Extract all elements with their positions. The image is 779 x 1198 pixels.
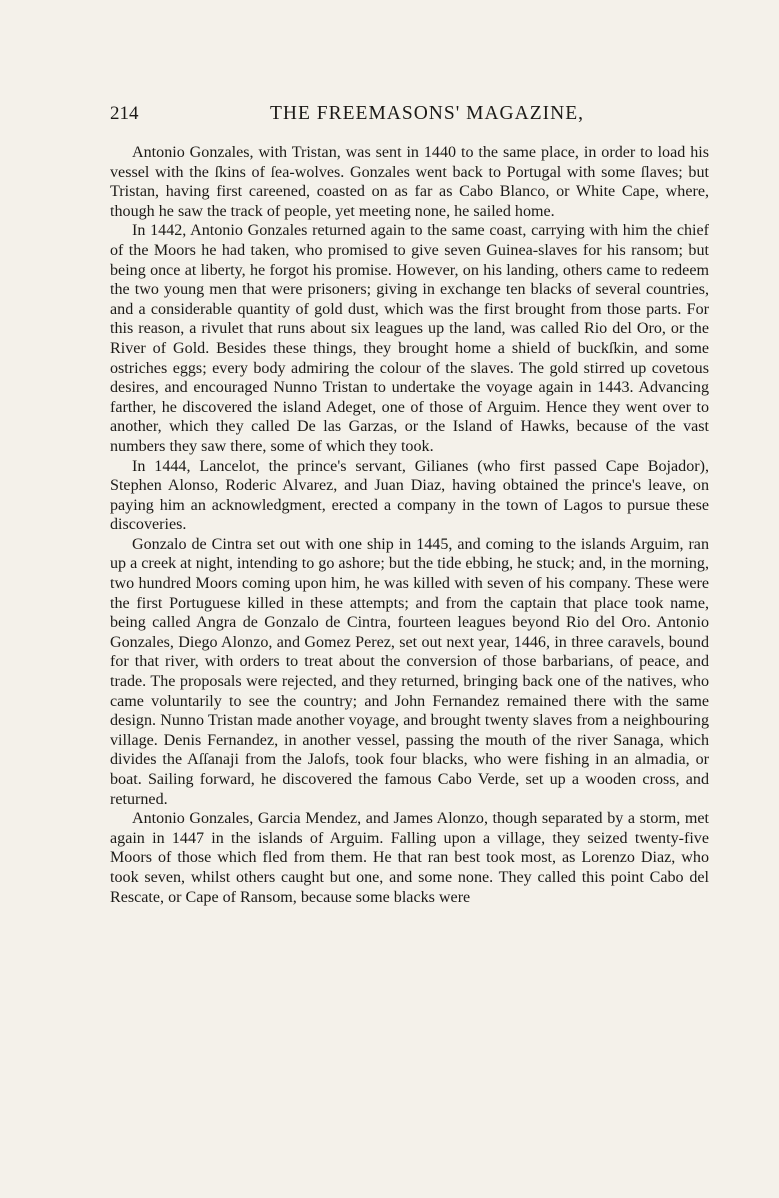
page-number: 214 (110, 103, 139, 124)
running-head (110, 103, 709, 131)
paragraph-2: In 1442, Antonio Gonzales returned again to the same coast, carrying with him the chief of the Moors he had taken, who promised to give seven Guinea-slaves for his ransom; but being once at liberty, he forgot his promise. However, on his landing, others came to redeem the two young men that were prisoners; giving in exchange ten blacks of several countries, and a considerable quantity of gold dust, which was the first brought from those parts. For this reason, a rivulet that runs about six leagues up the land, was called Rio del Oro, or the River of Gold. Besides these things, they brought home a shield of buckſkin, and some ostriches eggs; every body admiring the colour of the slaves. The gold stirred up covetous desires, and encouraged Nunno Tristan to undertake the voyage again in 1443. Advancing farther, he discovered the island Adeget, one of those of Arguim. Hence they went over to another, which they called De las Garzas, or the Island of Hawks, because of the vast numbers they saw there, some of which they took. (110, 222, 709, 455)
paragraph-1: Antonio Gonzales, with Tristan, was sent in 1440 to the same place, in order to load his vessel with the ſkins of ſea-wolves. Gonzales went back to Portugal with some ſlaves; but Tristan, having first careened, coasted on as far as Cabo Blanco, or White Cape, where, though he saw the track of people, yet meeting none, he sailed home. (110, 144, 709, 220)
paragraph-4: Gonzalo de Cintra set out with one ship in 1445, and coming to the islands Arguim, ran up a creek at night, intending to go ashore; but the tide ebbing, he stuck; and, in the morning, two hundred Moors coming upon him, he was killed with seven of his company. These were the first Portuguese killed in these attempts; and from the captain that place took name, being called Angra de Gonzalo de Cintra, fourteen leagues beyond Rio del Oro. Antonio Gonzales, Diego Alonzo, and Gomez Perez, set out next year, 1446, in three caravels, bound for that river, with orders to treat about the conversion of those barbarians, of peace, and trade. The proposals were rejected, and they returned, bringing back one of the natives, who came voluntarily to see the country; and John Fernandez remained there with the same design. Nunno Tristan made another voyage, and brought twenty slaves from a neighbouring village. Denis Fernandez, in another vessel, passing the mouth of the river Sanaga, which divides the Aſſanaji from the Jalofs, took four blacks, who were fishing in an almadia, or boat. Sailing forward, he discovered the famous Cabo Verde, set up a wooden cross, and returned. (110, 535, 709, 808)
running-title: THE FREEMASONS' MAGAZINE, (270, 103, 584, 124)
body-text (110, 143, 709, 907)
paragraph-3: In 1444, Lancelot, the prince's servant, Gilianes (who first passed Cape Bojador), Stephen Alonso, Roderic Alvarez, and Juan Diaz, having obtained the prince's leave, on paying him an acknowledgment, erected a company in the town of Lagos to pursue these discoveries. (110, 457, 709, 534)
paragraph-5: Antonio Gonzales, Garcia Mendez, and James Alonzo, though separated by a storm, met again in 1447 in the islands of Arguim. Falling upon a village, they seized twenty-five Moors of those which fled from them. He that ran best took most, as Lorenzo Diaz, who took seven, whilst others caught but one, and some none. They called this point Cabo del Rescate, or Cape of Ransom, because some blacks were (110, 810, 709, 906)
